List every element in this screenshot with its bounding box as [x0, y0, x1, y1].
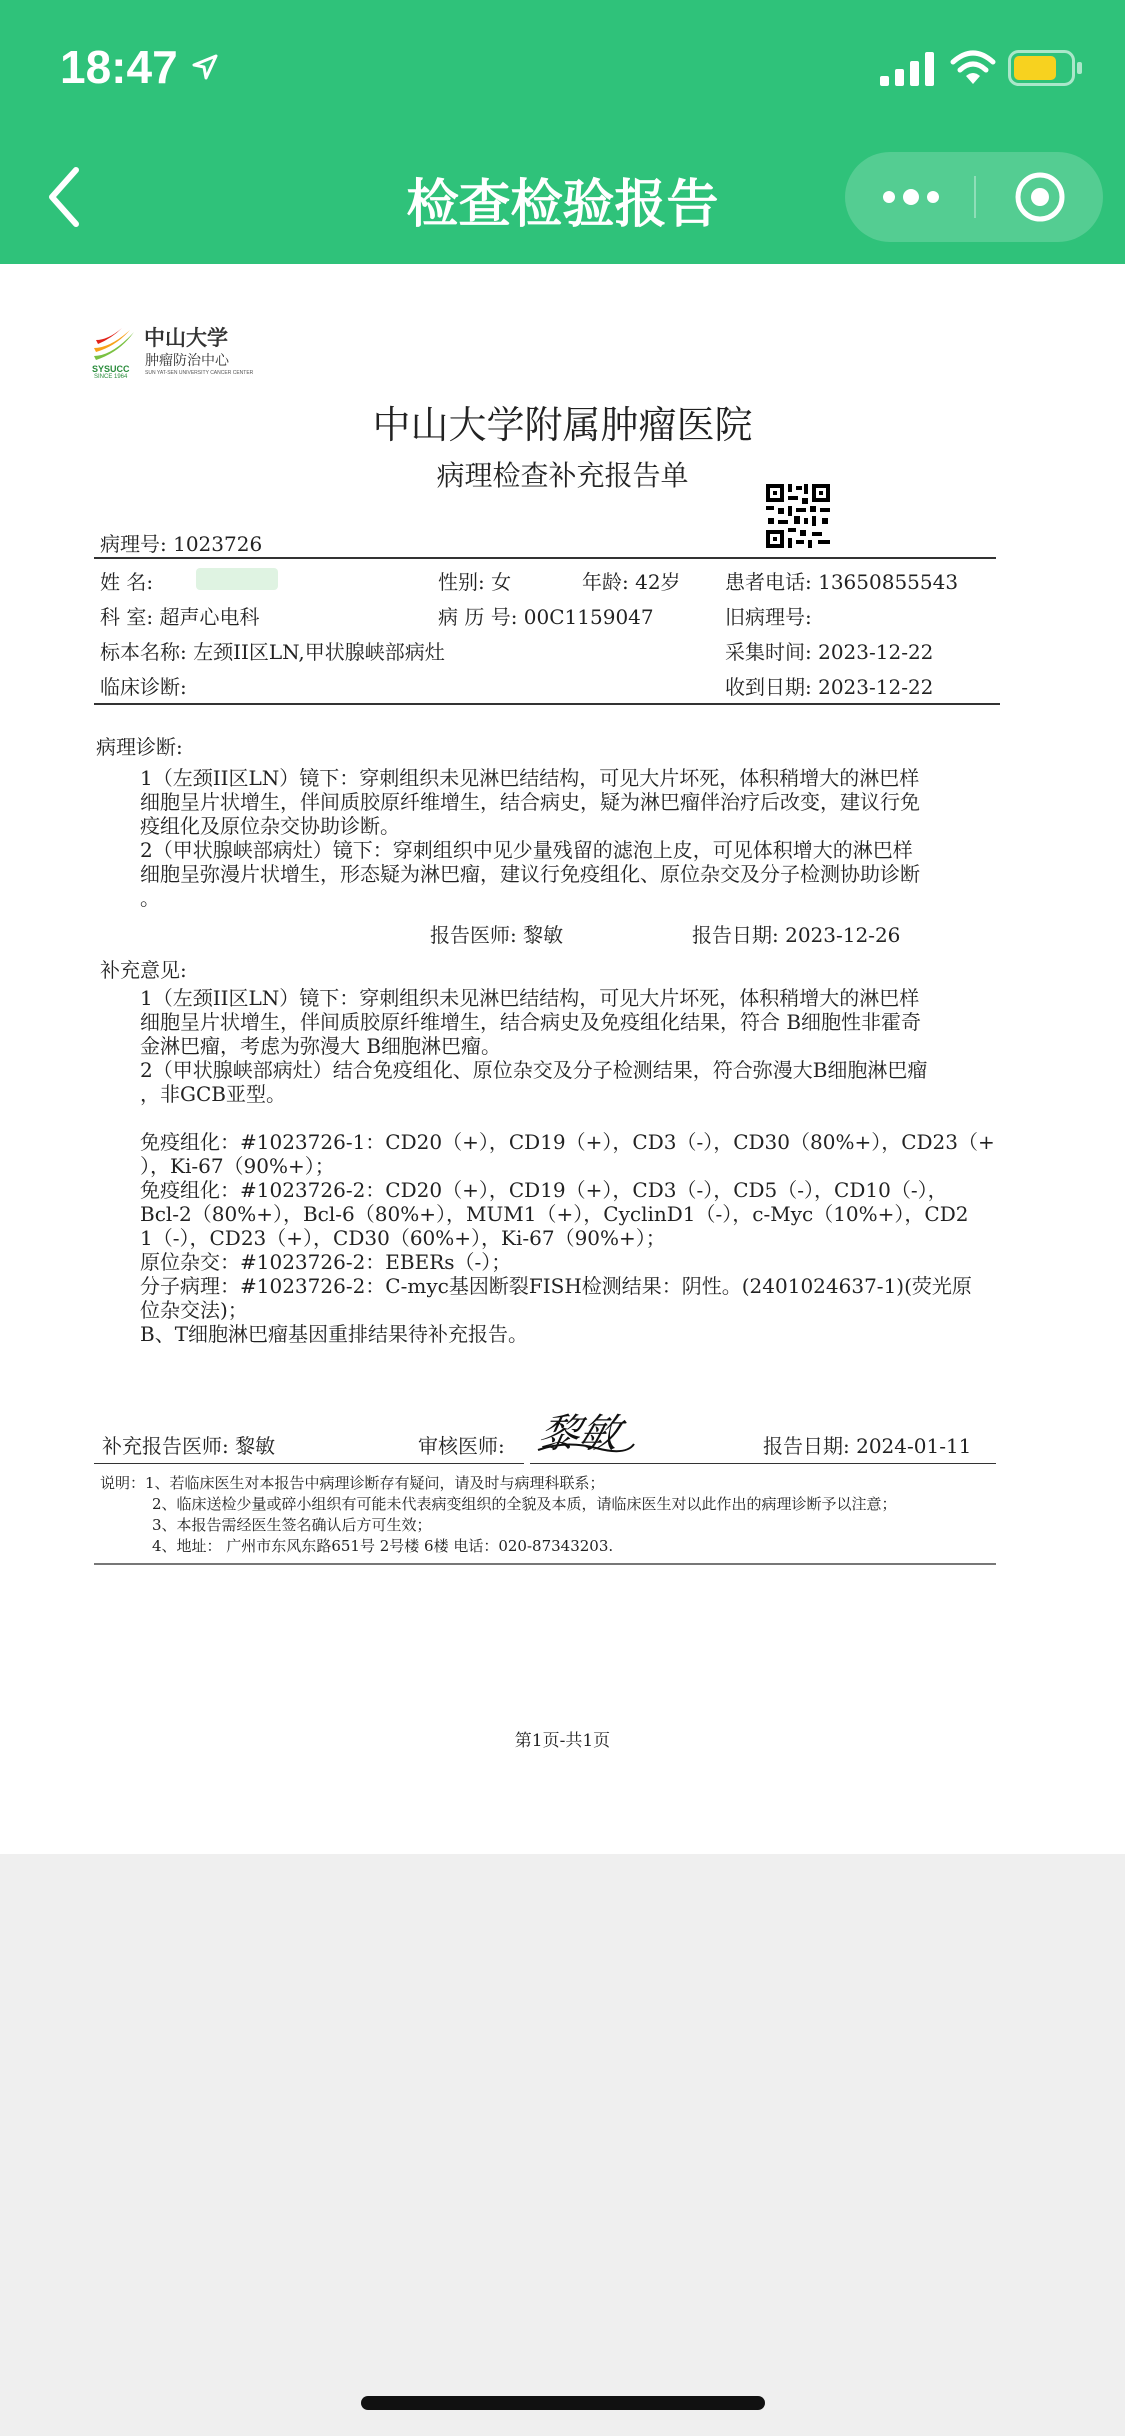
capsule-divider — [974, 176, 976, 218]
review-doctor-label: 审核医师: — [418, 1434, 505, 1458]
close-target-icon[interactable] — [1013, 170, 1067, 224]
supplement-line: 2（甲状腺峡部病灶）结合免疫组化、原位杂交及分子检测结果，符合弥漫大B细胞淋巴瘤 — [140, 1058, 928, 1082]
supplement-line: ），Ki-67（90%+）； — [140, 1154, 335, 1178]
header-divider — [94, 557, 996, 559]
logo-since: SINCE 1964 — [94, 374, 128, 380]
patient-age: 年龄: 42岁 — [582, 570, 681, 594]
supplement-line: ，非GCB亚型。 — [140, 1082, 286, 1106]
qr-code-icon — [764, 482, 832, 550]
battery-icon — [1008, 50, 1084, 86]
top-bar — [0, 0, 1125, 264]
supplement-line: 1（-），CD23（+），CD30（60%+），Ki-67（90%+）； — [140, 1226, 666, 1250]
supplement-line: Bcl-2（80%+），Bcl-6（80%+），MUM1（+），CyclinD1（-），c-Myc（10%+），CD2 — [140, 1202, 969, 1226]
supplement-report-date: 报告日期: 2024-01-11 — [763, 1434, 972, 1458]
hospital-logo — [92, 322, 252, 382]
info-divider — [94, 703, 1000, 705]
supplement-line: 分子病理：#1023726-2：C-myc基因断裂FISH检测结果：阴性。(2401024637-1)(荧光原 — [140, 1274, 972, 1298]
supplement-line: 原位杂交：#1023726-2：EBERs（-）； — [140, 1250, 512, 1274]
supplement-report-doctor: 补充报告医师: 黎敏 — [102, 1434, 276, 1458]
sysucc-logo-icon — [92, 326, 138, 366]
note-line: 4、地址： 广州市东风东路651号 2号楼 6楼 电话：020-87343203. — [152, 1537, 614, 1555]
logo-sub-name: 肿瘤防治中心 — [145, 353, 229, 369]
signature-stroke-icon — [536, 1436, 636, 1456]
doctor-signature — [534, 1402, 630, 1457]
supplement-line: 金淋巴瘤，考虑为弥漫大 B细胞淋巴瘤。 — [140, 1034, 502, 1058]
location-arrow-icon — [192, 54, 218, 80]
mini-program-capsule — [845, 152, 1103, 242]
wifi-icon — [950, 50, 996, 86]
supplement-line: B、T细胞淋巴瘤基因重排结果待补充报告。 — [140, 1322, 529, 1346]
footer-divider-left — [94, 1463, 524, 1464]
diagnosis-heading: 病理诊断: — [96, 735, 183, 759]
home-indicator[interactable] — [361, 2396, 765, 2410]
note-line: 2、临床送检少量或碎小组织有可能未代表病变组织的全貌及本质，请临床医生对以此作出的病理诊断予以注意； — [152, 1495, 897, 1513]
logo-en-name: SUN YAT-SEN UNIVERSITY CANCER CENTER — [145, 370, 254, 376]
patient-gender: 性别: 女 — [438, 570, 512, 594]
logo-abbr: SYSUCC — [92, 364, 130, 374]
hospital-name: 中山大学附属肿瘤医院 — [372, 403, 753, 447]
more-icon[interactable] — [881, 182, 941, 212]
supplement-heading: 补充意见: — [100, 958, 187, 982]
status-time: 18:47 — [60, 41, 178, 93]
diagnosis-line: 2（甲状腺峡部病灶）镜下：穿刺组织中见少量残留的滤泡上皮，可见体积增大的淋巴样 — [140, 838, 913, 862]
supplement-line: 免疫组化：#1023726-2：CD20（+），CD19（+），CD3（-），CD5（-），CD10（-）， — [140, 1178, 948, 1202]
signature-text: 黎敏 — [534, 1411, 625, 1457]
diagnosis-line: 1（左颈II区LN）镜下：穿刺组织未见淋巴结结构，可见大片坏死，体积稍增大的淋巴样 — [140, 766, 920, 790]
footer-divider-top — [530, 1463, 996, 1464]
supplement-line: 位杂交法)； — [140, 1298, 248, 1322]
report-document — [0, 264, 1125, 1854]
diagnosis-line: 细胞呈片状增生，伴间质胶原纤维增生，结合病史，疑为淋巴瘤伴治疗后改变，建议行免 — [140, 790, 920, 814]
supplement-line: 1（左颈II区LN）镜下：穿刺组织未见淋巴结结构，可见大片坏死，体积稍增大的淋巴样 — [140, 986, 920, 1010]
form-title: 病理检查补充报告单 — [436, 459, 689, 492]
logo-cn-name: 中山大学 — [144, 325, 228, 350]
specimen-name: 标本名称: 左颈II区LN,甲状腺峡部病灶 — [100, 640, 445, 664]
supplement-line: 免疫组化：#1023726-1：CD20（+），CD19（+），CD3（-），CD30（80%+），CD23（+ — [140, 1130, 995, 1154]
notes-divider — [94, 1563, 996, 1565]
note-line: 说明：1、若临床医生对本报告中病理诊断存有疑问，请及时与病理科联系； — [100, 1474, 605, 1492]
report-date: 报告日期: 2023-12-26 — [692, 923, 901, 947]
old-pathology-number: 旧病理号: — [725, 605, 812, 629]
page-title: 检查检验报告 — [406, 175, 719, 235]
collection-time: 采集时间: 2023-12-22 — [725, 640, 934, 664]
clinical-diagnosis: 临床诊断: — [100, 675, 187, 699]
medical-record-number: 病 历 号: 00C1159047 — [438, 605, 654, 629]
pathology-number: 病理号: 1023726 — [100, 532, 263, 556]
page-indicator: 第1页-共1页 — [514, 1731, 611, 1751]
diagnosis-line: 细胞呈弥漫片状增生，形态疑为淋巴瘤，建议行免疫组化、原位杂交及分子检测协助诊断 — [140, 862, 920, 886]
received-date: 收到日期: 2023-12-22 — [725, 675, 934, 699]
patient-name-redacted — [196, 568, 278, 590]
diagnosis-line: 疫组化及原位杂交协助诊断。 — [140, 814, 400, 838]
cellular-signal-icon — [880, 52, 936, 86]
patient-name-label: 姓 名: — [100, 570, 154, 594]
diagnosis-line: 。 — [140, 886, 160, 910]
report-doctor: 报告医师: 黎敏 — [430, 923, 564, 947]
department: 科 室: 超声心电科 — [100, 605, 260, 629]
note-line: 3、本报告需经医生签名确认后方可生效； — [152, 1516, 432, 1534]
patient-phone: 患者电话: 13650855543 — [725, 570, 959, 594]
supplement-line: 细胞呈片状增生，伴间质胶原纤维增生，结合病史及免疫组化结果，符合 B细胞性非霍奇 — [140, 1010, 922, 1034]
